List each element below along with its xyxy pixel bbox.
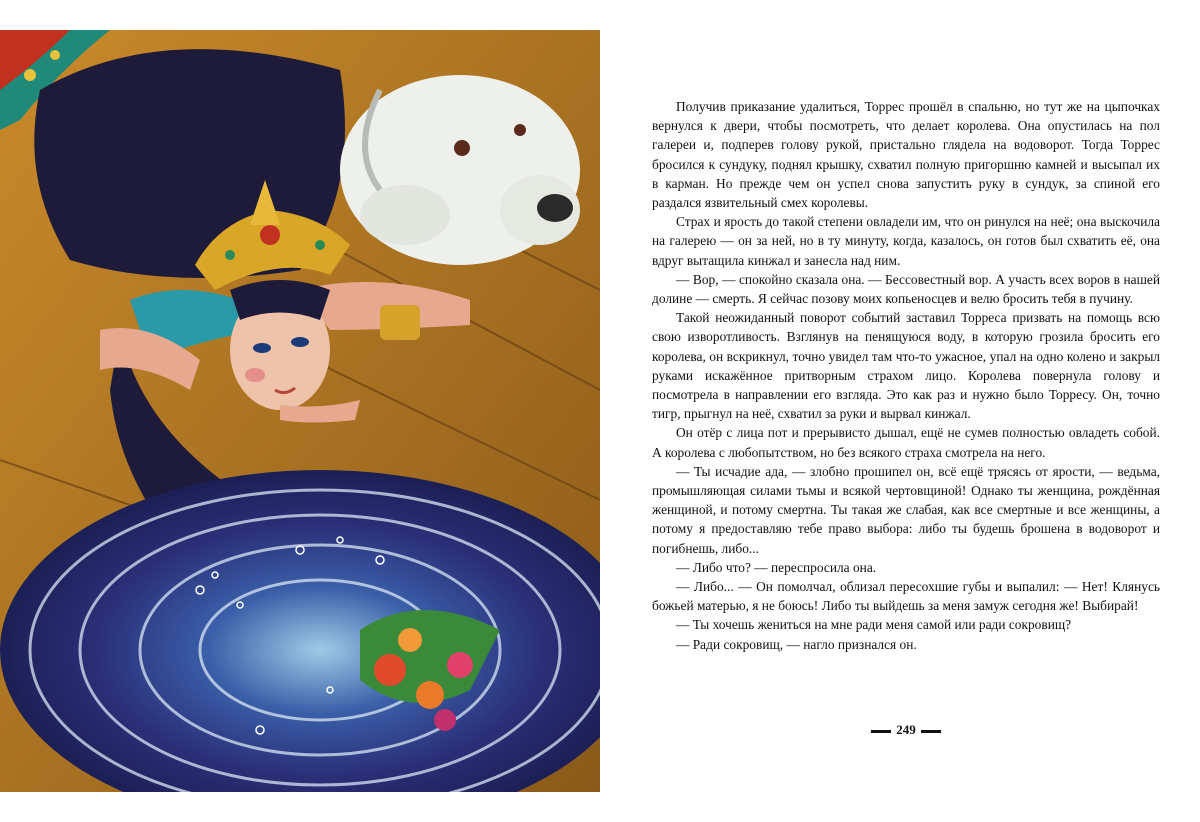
paragraph: Он отёр с лица пот и прерывисто дышал, ещё не сумев полностью овладеть собой. А королева с любопытством, но без всякого страха смотрела на него. [652,425,1160,460]
page-number [652,722,1160,738]
paragraph: — Вор, — спокойно сказала она. — Бессовестный вор. А участь всех воров в нашей долине — смерть. Я сейчас позову моих копьеносцев и велю бросить тебя в пучину. [652,271,1160,307]
paragraph: — Ты исчадие ада, — злобно прошипел он, всё ещё трясясь от ярости, — ведьма, промышляющая силами тьмы и всякой чертовщиной! Однако ты женщина, рождённая женщиной, и потому смертна. Ты такая же слабая, как все смертные и все женщины, а потому я предоставляю тебе право выбора: либо ты будешь брошена в водоворот и погибнешь, либо... [652,463,1160,556]
paragraph: — Ради сокровищ, — нагло признался он. [676,636,917,652]
page-number-text: 249 [896,722,916,737]
paragraph: — Либо что? — переспросила она. [676,559,877,575]
folio-dash-left [871,730,891,733]
illustration [0,30,600,792]
folio-dash-right [921,730,941,733]
paragraph: Такой неожиданный поворот событий заставил Торреса призвать на помощь всю свою изворотливость. Взглянув на пенящуюся воду, в которую грозила бросить его королева, он вскрикнул, точно увидел там что-то ужасное, упал на одно колено и закрыл руками искажённое притворным страхом лицо. Королева повернула голову и посмотрела в направлении его взгляда. Это как раз и нужно было Торресу. Он, точно тигр, прыгнул на неё, схватил за руки и вырвал кинжал. [652,310,1160,422]
paragraph: — Ты хочешь жениться на мне ради меня самой или ради сокровищ? [676,617,1072,633]
paragraph: Получив приказание удалиться, Торрес прошёл в спальню, но тут же на цыпочках вернулся к двери, чтобы посмотреть, что делает королева. Она опустилась на пол галереи и, подперев голову рукой, пристально глядела на водоворот. Тогда Торрес бросился к сундуку, поднял крышку, схватил полную пригоршню камней и высыпал их в карман. Но прежде чем он успел снова запустить руку в сундук, за спиной его раздался язвительный смех королевы. [652,99,1160,211]
paragraph: Страх и ярость до такой степени овладели им, что он ринулся на неё; она выскочила на галерею — он за ней, но в ту минуту, когда, казалось, он готов был схватить её, она вдруг вытащила кинжал и занесла над ним. [652,214,1160,268]
paragraph: — Либо... — Он помолчал, облизал пересохшие губы и выпалил: — Нет! Клянусь божьей матерью, я не боюсь! Либо ты выйдешь за меня замуж сегодня же! Выбирай! [652,579,1160,614]
illustration-painting [0,30,600,792]
white-dog [340,75,580,265]
text-page [652,97,1160,654]
